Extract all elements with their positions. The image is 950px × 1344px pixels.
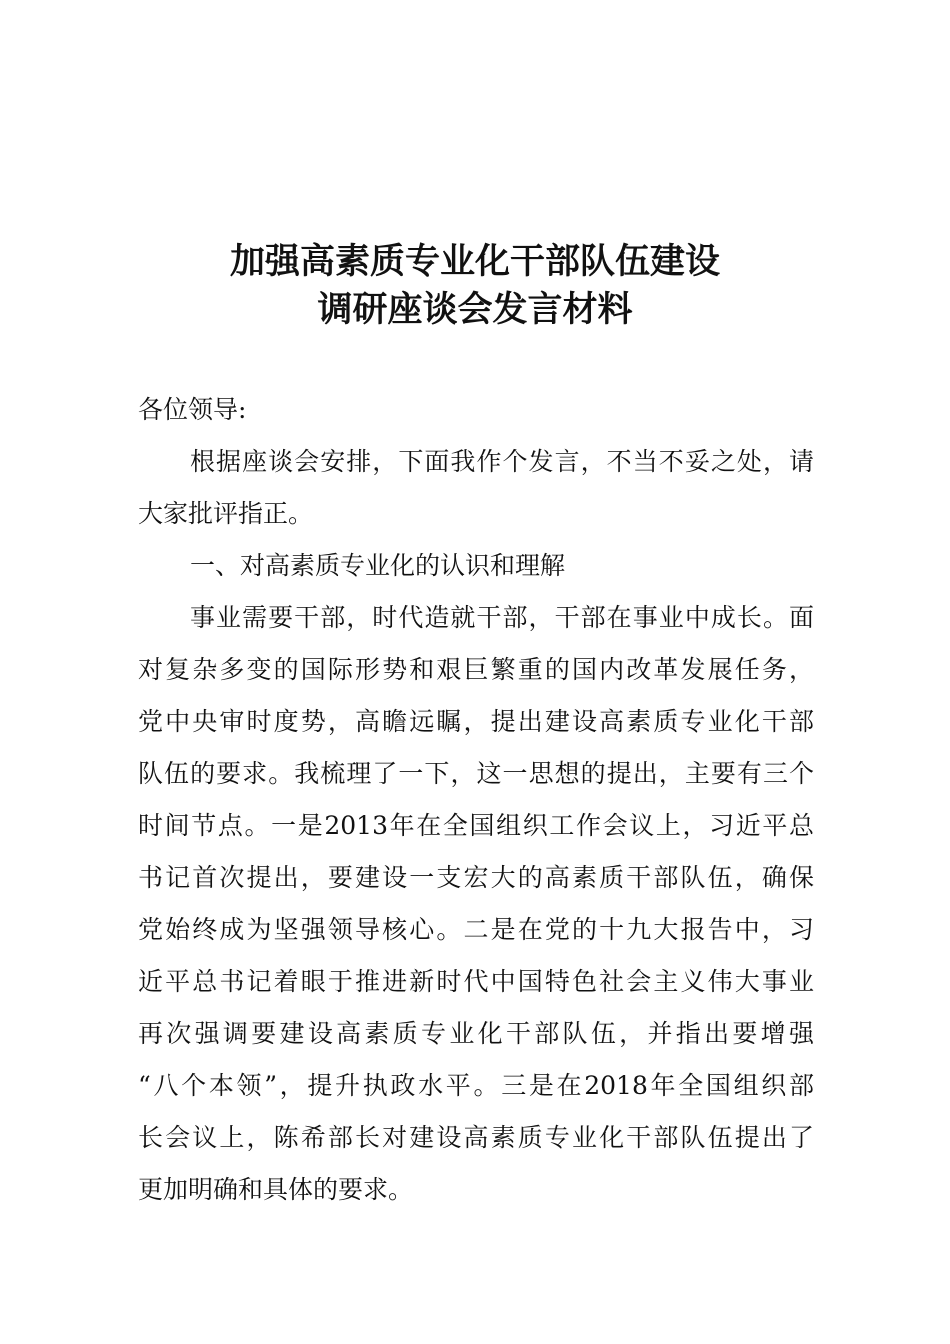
paragraph-line: 更加明确和具体的要求。 (138, 1175, 414, 1204)
paragraph-line: 再次强调要建设高素质专业化干部队伍，并指出要增强 (138, 1019, 814, 1048)
paragraph-line: “八个本领”，提升执政水平。三是在2018年全国组织部 (138, 1071, 814, 1100)
paragraph-line: 近平总书记着眼于推进新时代中国特色社会主义伟大事业 (138, 967, 814, 996)
paragraph-line: 党中央审时度势，高瞻远瞩，提出建设高素质专业化干部 (138, 707, 814, 736)
intro-line: 大家批评指正。 (138, 499, 314, 528)
paragraph-line: 事业需要干部，时代造就干部，干部在事业中成长。面 (190, 603, 814, 632)
document-title-line-2: 调研座谈会发言材料 (317, 289, 633, 330)
paragraph-line: 长会议上，陈希部长对建设高素质专业化干部队伍提出了 (138, 1123, 814, 1152)
paragraph-line: 对复杂多变的国际形势和艰巨繁重的国内改革发展任务， (138, 655, 814, 684)
document-title-line-1: 加强高素质专业化干部队伍建设 (229, 241, 720, 282)
paragraph-line: 队伍的要求。我梳理了一下，这一思想的提出，主要有三个 (138, 759, 814, 788)
paragraph-line: 书记首次提出，要建设一支宏大的高素质干部队伍，确保 (138, 863, 814, 892)
paragraph-line: 党始终成为坚强领导核心。二是在党的十九大报告中，习 (138, 915, 814, 944)
section-heading: 一、对高素质专业化的认识和理解 (190, 551, 566, 580)
document-body (138, 384, 814, 1216)
intro-line: 根据座谈会安排，下面我作个发言，不当不妥之处，请 (190, 447, 814, 476)
salutation: 各位领导: (138, 395, 247, 424)
paragraph-line: 时间节点。一是2013年在全国组织工作会议上，习近平总 (138, 811, 814, 840)
